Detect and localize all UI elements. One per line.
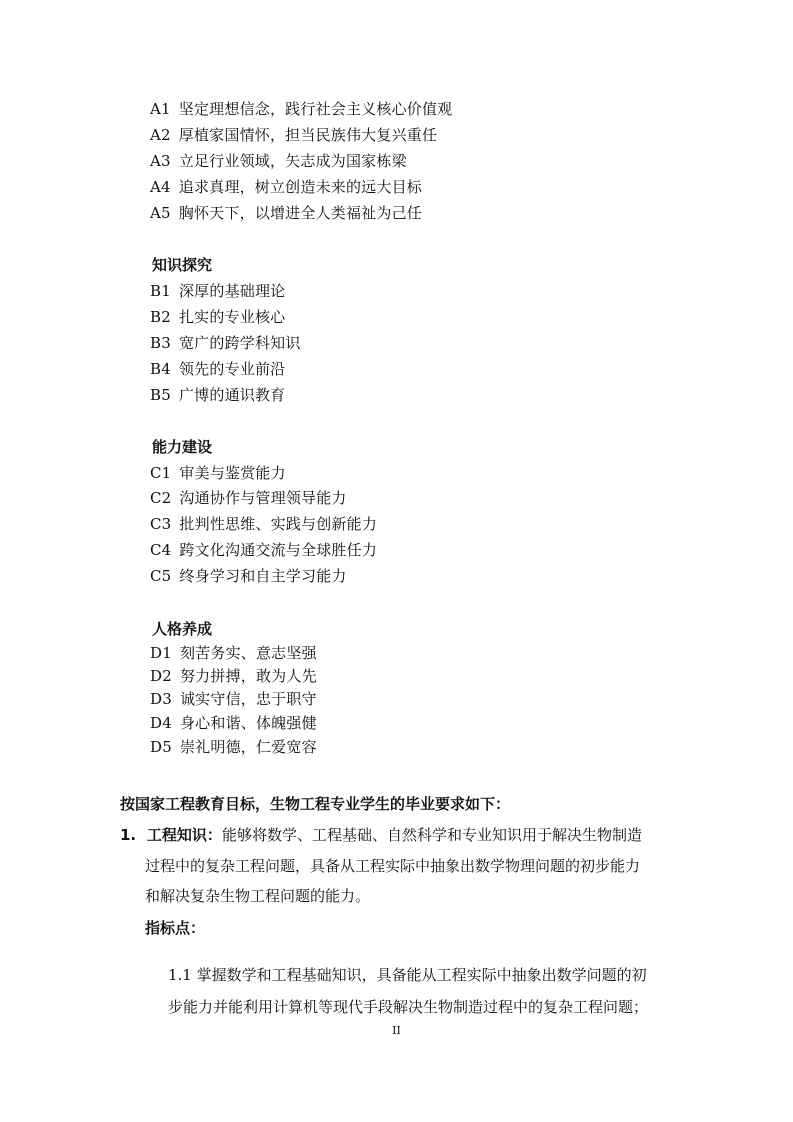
list-item: A1 坚定理想信念，践行社会主义核心价值观 [150,100,453,118]
requirement-1-line-1: 1. 工程知识：能够将数学、工程基础、自然科学和专业知识用于解决生物制造 [120,826,642,844]
list-item: C4 跨文化沟通交流与全球胜任力 [150,541,378,559]
list-item: B5 广博的通识教育 [150,386,286,404]
list-item: D3 诚实守信，忠于职守 [150,690,317,708]
requirement-number: 1. [120,826,137,844]
list-item: D1 刻苦务实、意志坚强 [150,644,317,662]
indicator-1-1-line-1: 1.1 掌握数学和工程基础知识，具备能从工程实际中抽象出数学问题的初 [168,966,647,984]
section-heading-character: 人格养成 [152,620,213,638]
requirement-title: 工程知识： [146,826,222,844]
requirement-1-line-2: 过程中的复杂工程问题，具备从工程实际中抽象出数学物理问题的初步能力 [145,857,641,875]
list-item: B1 深厚的基础理论 [150,282,286,300]
list-item: D5 崇礼明德，仁爱宽容 [150,738,317,756]
section-heading-knowledge: 知识探究 [152,256,213,274]
list-item: B2 扎实的专业核心 [150,308,286,326]
list-item: D2 努力拼搏，敢为人先 [150,667,317,685]
list-item: B4 领先的专业前沿 [150,360,286,378]
list-item: C1 审美与鉴赏能力 [150,464,286,482]
list-item: A4 追求真理，树立创造未来的远大目标 [150,178,422,196]
list-item: A3 立足行业领域，矢志成为国家栋梁 [150,152,407,170]
list-item: D4 身心和谐、体魄强健 [150,714,317,732]
page-number: II [392,1024,401,1037]
list-item: C3 批判性思维、实践与创新能力 [150,515,378,533]
list-item: C5 终身学习和自主学习能力 [150,567,347,585]
list-item: A2 厚植家国情怀，担当民族伟大复兴重任 [150,126,438,144]
section-heading-ability: 能力建设 [152,438,213,456]
indicator-1-1-line-2: 步能力并能利用计算机等现代手段解决生物制造过程中的复杂工程问题； [168,998,649,1016]
indicator-label: 指标点： [145,919,206,937]
requirement-1-line-3: 和解决复杂生物工程问题的能力。 [145,887,371,905]
list-item: B3 宽广的跨学科知识 [150,334,301,352]
list-item: A5 胸怀天下，以增进全人类福祉为己任 [150,204,422,222]
list-item: C2 沟通协作与管理领导能力 [150,489,347,507]
requirements-intro: 按国家工程教育目标，生物工程专业学生的毕业要求如下： [120,795,511,813]
